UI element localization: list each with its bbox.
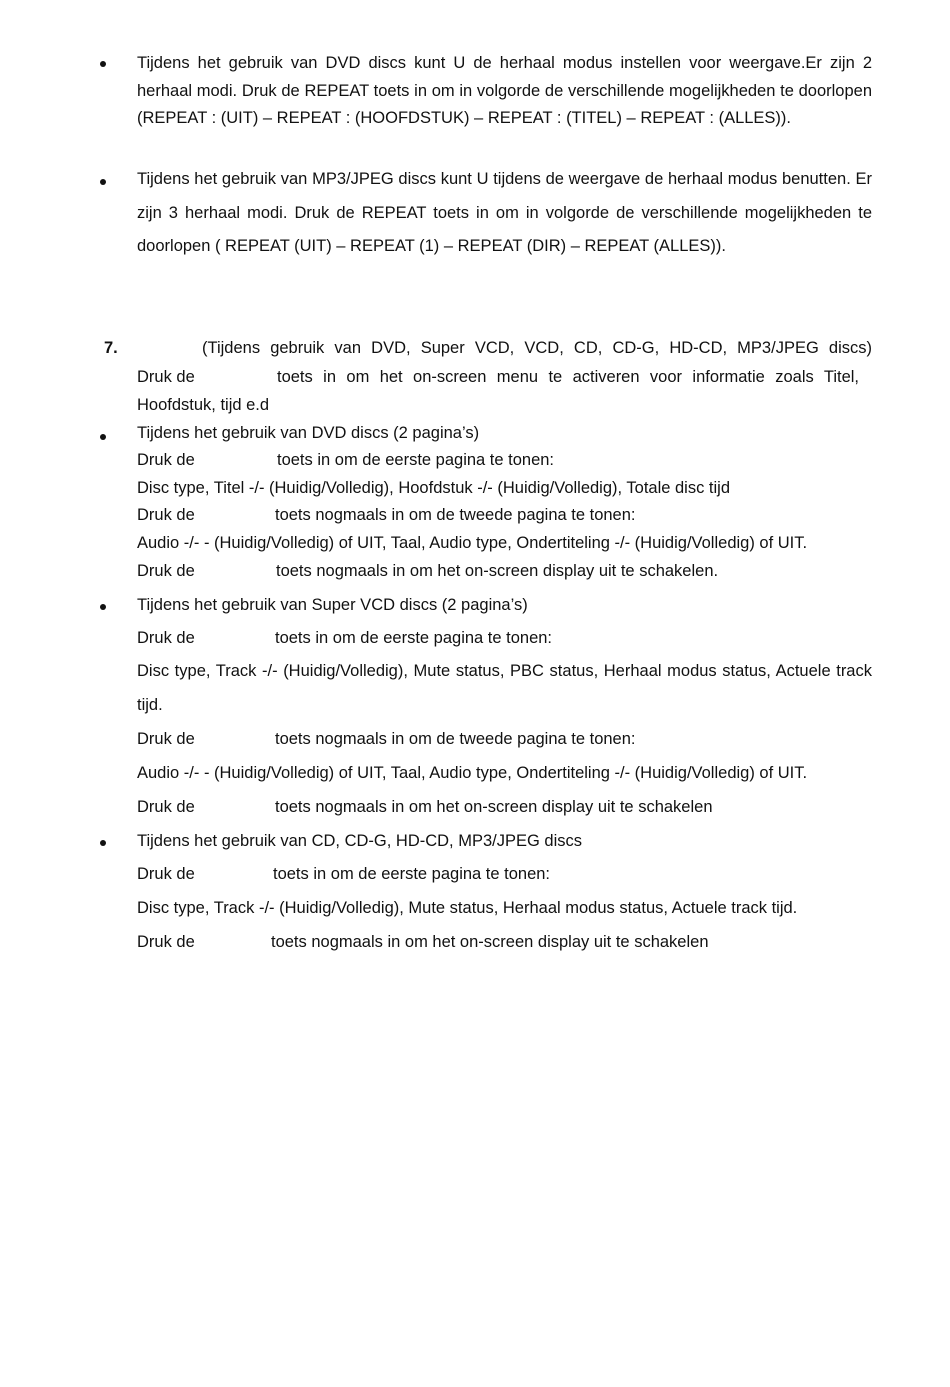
svcd-heading: Tijdens het gebruik van Super VCD discs (2 pagina’s) [137, 596, 528, 614]
bullet-dot [100, 840, 106, 846]
svcd-press-label: Druk de [137, 730, 195, 748]
svcd-press-text: toets in om de eerste pagina te tonen: [275, 629, 553, 647]
repeat-mp3-paragraph: Tijdens het gebruik van MP3/JPEG discs kunt U tijdens de weergave de herhaal modus benutten. Er zijn 3 herhaal modi. Druk de REPEAT toets in om in volgorde de verschillende mogelijkheden te doorlopen ( REPEAT (UIT) – REPEAT (1) – REPEAT (DIR) – REPEAT (ALLES)). [137, 170, 872, 255]
intro-press-label: Druk de [137, 368, 195, 386]
intro-press-text: toets in om het on-screen menu te activeren voor informatie zoals Titel, [277, 368, 859, 386]
cd-press-text: toets in om de eerste pagina te tonen: [273, 865, 551, 883]
section-number: 7. [104, 339, 118, 357]
cd-press-text: toets nogmaals in om het on-screen display uit te schakelen [271, 933, 709, 951]
bullet-dot [100, 179, 106, 185]
dvd-page2-info: Audio -/- - (Huidig/Volledig) of UIT, Taal, Audio type, Ondertiteling -/- (Huidig/Volledig) of UIT. [137, 534, 808, 552]
dvd-press-label: Druk de [137, 451, 195, 469]
section-applies-to: (Tijdens gebruik van DVD, Super VCD, VCD, CD, CD-G, HD-CD, MP3/JPEG discs) [202, 339, 872, 357]
svcd-press-text: toets nogmaals in om de tweede pagina te tonen: [275, 730, 636, 748]
cd-heading: Tijdens het gebruik van CD, CD-G, HD-CD, MP3/JPEG discs [137, 832, 583, 850]
svcd-page1-info: Disc type, Track -/- (Huidig/Volledig), Mute status, PBC status, Herhaal modus status, Actuele track tijd. [137, 662, 872, 714]
intro-press-continued: Hoofdstuk, tijd e.d [137, 396, 270, 414]
bullet-dot [100, 434, 106, 440]
dvd-press-text: toets nogmaals in om de tweede pagina te tonen: [275, 506, 636, 524]
cd-page-info: Disc type, Track -/- (Huidig/Volledig), Mute status, Herhaal modus status, Actuele track tijd. [137, 899, 798, 917]
dvd-heading: Tijdens het gebruik van DVD discs (2 pagina’s) [137, 424, 480, 442]
repeat-dvd-paragraph: Tijdens het gebruik van DVD discs kunt U de herhaal modus instellen voor weergave.Er zijn 2 herhaal modi. Druk de REPEAT toets in om in volgorde de verschillende mogelijkheden te doorlopen (REPEAT : (UIT) – REPEAT : (HOOFDSTUK) – REPEAT : (TITEL) – REPEAT : (ALLES)). [137, 54, 872, 127]
cd-press-label: Druk de [137, 933, 195, 951]
svcd-press-label: Druk de [137, 629, 195, 647]
svcd-page2-info: Audio -/- - (Huidig/Volledig) of UIT, Taal, Audio type, Ondertiteling -/- (Huidig/Volledig) of UIT. [137, 764, 808, 782]
svcd-press-label: Druk de [137, 798, 195, 816]
bullet-dot [100, 61, 106, 67]
dvd-press-text: toets in om de eerste pagina te tonen: [277, 451, 555, 469]
bullet-dot [100, 604, 106, 610]
dvd-press-label: Druk de [137, 562, 195, 580]
dvd-page1-info: Disc type, Titel -/- (Huidig/Volledig), Hoofdstuk -/- (Huidig/Volledig), Totale disc tijd [137, 479, 731, 497]
svcd-press-text: toets nogmaals in om het on-screen display uit te schakelen [275, 798, 713, 816]
dvd-press-label: Druk de [137, 506, 195, 524]
dvd-press-text: toets nogmaals in om het on-screen display uit te schakelen. [276, 562, 719, 580]
cd-press-label: Druk de [137, 865, 195, 883]
